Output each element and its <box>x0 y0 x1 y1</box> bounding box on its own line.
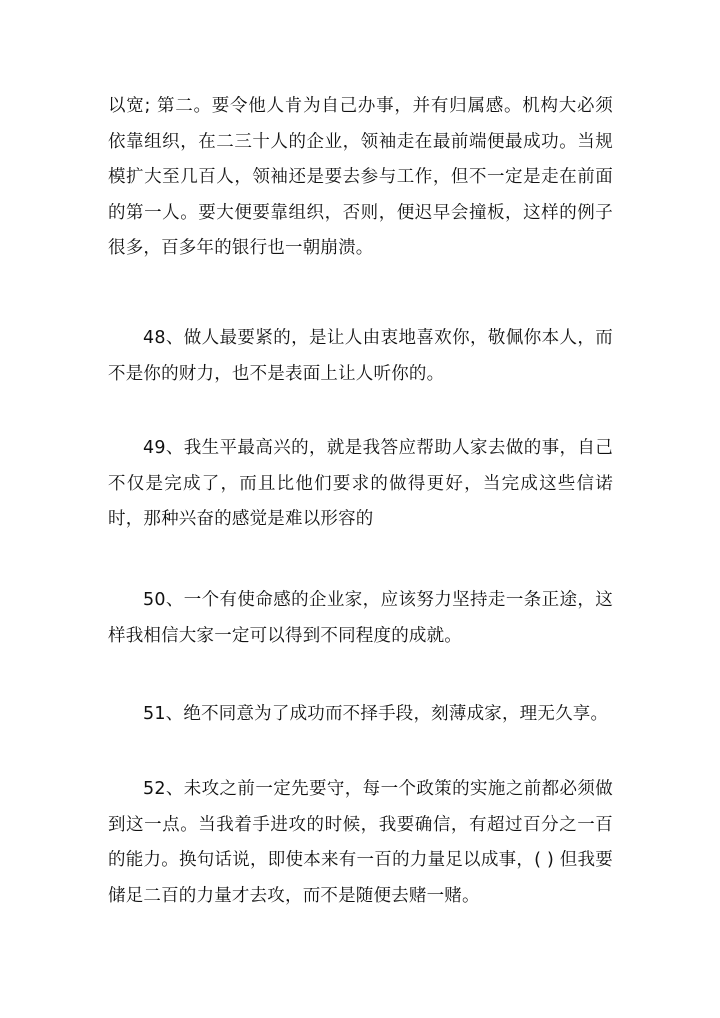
paragraph-48: 48、做人最要紧的，是让人由衷地喜欢你，敬佩你本人，而不是你的财力，也不是表面上让人听你的。 <box>108 328 613 384</box>
paragraph-continuation: 以宽; 第二。要令他人肯为自己办事，并有归属感。机构大必须依靠组织，在二三十人的企业，领袖走在最前端便最成功。当规模扩大至几百人，领袖还是要去参与工作，但不一定是走在前面的第一人。要大便要靠组织，否则，便迟早会撞板，这样的例子很多，百多年的银行也一朝崩溃。 <box>108 96 613 258</box>
paragraph-52: 52、未攻之前一定先要守，每一个政策的实施之前都必须做到这一点。当我着手进攻的时候，我要确信，有超过百分之一百的能力。换句话说，即使本来有一百的力量足以成事，( ) 但我要储足二百的力量才去攻，而不是随便去赌一赌。 <box>108 779 613 906</box>
paragraph-50: 50、一个有使命感的企业家，应该努力坚持走一条正途，这样我相信大家一定可以得到不同程度的成就。 <box>108 590 613 646</box>
paragraph-49: 49、我生平最高兴的，就是我答应帮助人家去做的事，自己不仅是完成了，而且比他们要求的做得更好，当完成这些信诺时，那种兴奋的感觉是难以形容的 <box>108 438 613 529</box>
paragraph-51: 51、绝不同意为了成功而不择手段，刻薄成家，理无久享。 <box>143 704 609 724</box>
